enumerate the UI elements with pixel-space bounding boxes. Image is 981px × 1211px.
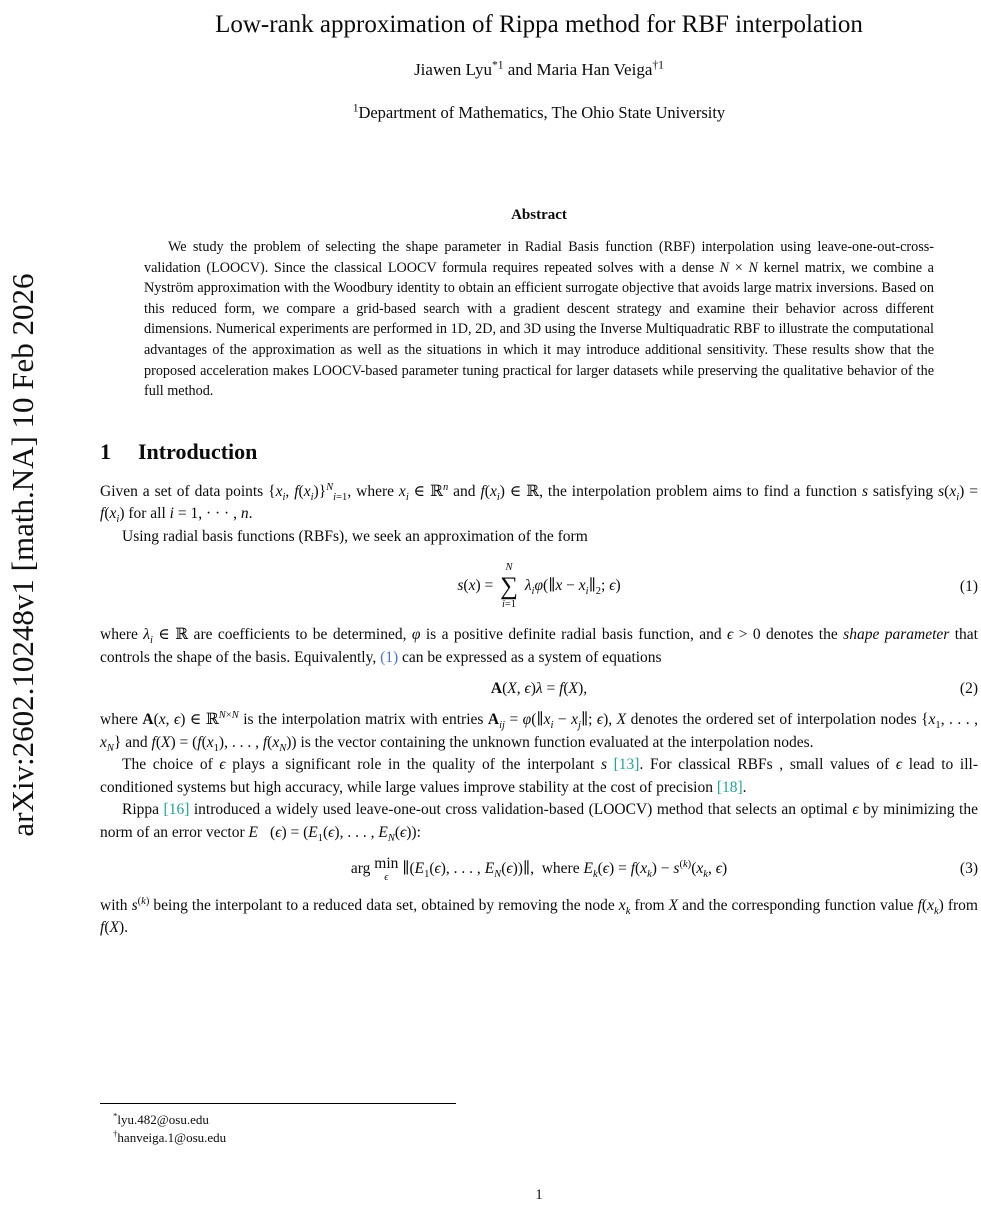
equation-1 xyxy=(100,562,978,611)
section-heading-introduction xyxy=(100,439,978,465)
section-title: Introduction xyxy=(138,438,258,464)
equation-2-number: (2) xyxy=(959,680,978,698)
abstract-section xyxy=(144,207,934,402)
paragraph-intro-7: with $s^{(k)}$ being the interpolant to a reduced data set, obtained by removing the node $x_k$ from X and the corresponding function value $f(x_k)$ from f(X). xyxy=(100,895,978,937)
citation-link[interactable]: [16] xyxy=(163,801,190,819)
affiliation-line: $^1$Department of Mathematics, The Ohio State University xyxy=(352,102,726,122)
footnote-rule xyxy=(100,1103,456,1104)
paper-page xyxy=(0,11,981,1203)
paragraph-intro-2: Using radial basis functions (RBFs), we seek an approximation of the form xyxy=(122,527,588,545)
equation-ref-link[interactable]: (1) xyxy=(380,648,399,666)
equation-1-number: (1) xyxy=(959,577,978,595)
citation-link[interactable]: [13] xyxy=(613,756,640,774)
equation-2 xyxy=(100,680,978,698)
footnote-email-2: †hanveiga.1@osu.edu xyxy=(113,1129,227,1146)
paragraph-intro-1: Given a set of data points {$x_i$, $f(x_i)\}^N_{i=1}$, where $x_i$ ∈ ℝ$^n$ and $f(x_i)$ ∈ ℝ, the interpolation problem aims to find a function s satisfying $s(x_i) = f(x_i)$ for all i = 1, · · · , n. xyxy=(100,481,978,526)
page-number: 1 xyxy=(535,1187,543,1203)
section-number: 1 xyxy=(100,438,111,464)
equation-3 xyxy=(100,855,978,884)
paragraph-intro-6: Rippa [16] introduced a widely used leave-one-out cross validation-based (LOOCV) method that selects an optimal ϵ by minimizing the norm of an error vector E⃗(ϵ) = ($E_1(\epsilon)$, . . . , $E_N(\epsilon)$): xyxy=(100,801,978,844)
abstract-text: We study the problem of selecting the shape parameter in Radial Basis function (RBF) interpolation using leave-one-out-cross-validation (LOOCV). Since the classical LOOCV formula requires repeated solves with a dense N × N kernel matrix, we combine a Nyström approximation with the Woodbury identity to obtain an efficient surrogate objective that avoids large matrix inversions. Based on this reduced form, we compare a grid-based search with a gradient descent strategy and examine their behavior across different dimensions. Numerical experiments are performed in 1D, 2D, and 3D using the Inverse Multiquadratic RBF to illustrate the computational advantages of the approximation as well as the situations in which it may introduce additional sensitivity. These results show that the proposed acceleration makes LOOCV-based parameter tuning practical for larger datasets while preserving the qualitative behavior of the full method. xyxy=(144,239,934,400)
paragraph-intro-4: where A(x, ϵ) ∈ ℝ$^{N\times N}$ is the interpolation matrix with entries $A_{ij}$ = $\varphi(\parallel x_i$ − $x_j\parallel$; ϵ), X denotes the ordered set of interpolation nodes {$x_1$, . . . , $x_N$} and $f(X) = (f(x_1)$, . . . , $f(x_N)$) is the vector containing the unknown function evaluated at the interpolation nodes. xyxy=(100,710,978,754)
footnote-email-1: *lyu.482@osu.edu xyxy=(113,1110,209,1127)
abstract-heading: Abstract xyxy=(511,207,567,223)
arxiv-identifier: arXiv:2602.10248v1 [math.NA] 10 Feb 2026 xyxy=(5,273,40,837)
paper-title: Low-rank approximation of Rippa method for RBF interpolation xyxy=(215,11,863,38)
equation-3-number: (3) xyxy=(959,860,978,878)
paper-content xyxy=(100,11,978,940)
citation-link[interactable]: [18] xyxy=(716,778,743,796)
paragraph-intro-3: where $\lambda_i$ ∈ ℝ are coefficients to be determined, φ is a positive definite radial basis function, and ϵ > 0 denotes the shape parameter that controls the shape of the basis. Equivalently, (1) can be expressed as a system of equations xyxy=(100,626,978,666)
equation-1-body: s(x) = N ∑ i=1 $\lambda_i\varphi(\parallel x$ − $x_i\parallel_2$; ϵ) xyxy=(457,562,621,611)
paragraph-intro-5: The choice of ϵ plays a significant role in the quality of the interpolant s [13]. For classical RBFs , small values of ϵ lead to ill-conditioned systems but high accuracy, while large values improve stability at the cost of precision [18]. xyxy=(100,756,979,796)
equation-2-body: A(X, ϵ)λ = f(X), xyxy=(490,680,588,698)
authors-line: Jiawen Lyu$^{*1}$ and Maria Han Veiga$^{\dagger 1}$ xyxy=(414,58,664,79)
equation-3-body: arg min ϵ $\parallel(E_1(\epsilon)$, . . . , $E_N(\epsilon))\parallel$, where $E_k(\epsilon) = f(x_k) - s^{(k)}(x_k$, ϵ) xyxy=(350,855,728,884)
footnotes xyxy=(100,1103,880,1148)
